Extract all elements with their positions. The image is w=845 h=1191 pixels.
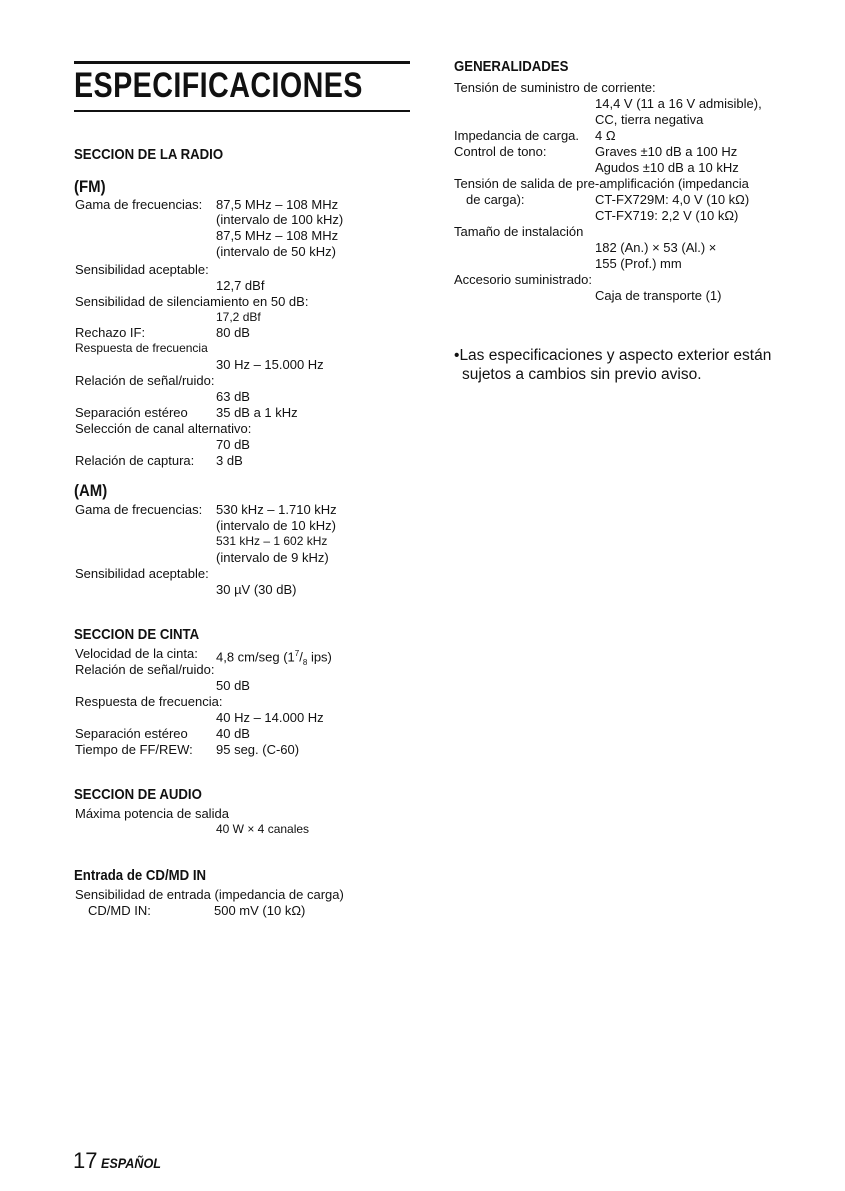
cdmd-input-value: 500 mV (10 kΩ) [214,903,306,918]
fm-quiet-value: 17,2 dBf [216,310,261,324]
notice-line-2: sujetos a cambios sin previo aviso. [462,366,702,383]
am-sens-label: Sensibilidad aceptable: [75,566,209,581]
general-preout-label-2: de carga): [466,192,525,207]
general-imp-value: 4 Ω [595,128,616,143]
am-freq-1-note: (intervalo de 10 kHz) [216,518,336,533]
radio-section-heading: SECCION DE LA RADIO [74,146,224,163]
fm-if-label: Rechazo IF: [75,325,146,340]
fm-alt-value: 70 dB [216,437,250,452]
am-freq-2-note: (intervalo de 9 kHz) [216,550,329,565]
fm-if-value: 80 dB [216,325,250,340]
am-freq-2: 531 kHz – 1 602 kHz [216,534,328,548]
page-number: 17 [73,1148,98,1173]
page-title: ESPECIFICACIONES [74,66,363,105]
tape-stereo-label: Separación estéreo [75,726,188,741]
fm-freq-2-note: (intervalo de 50 kHz) [216,244,336,259]
fm-resp-label: Respuesta de frecuencia [75,341,208,355]
general-tone-label: Control de tono: [454,144,547,159]
tape-snr-value: 50 dB [216,678,250,693]
tape-stereo-value: 40 dB [216,726,250,741]
am-heading: (AM) [74,481,108,500]
tape-ffrew-label: Tiempo de FF/REW: [75,742,193,757]
fm-stereo-label: Separación estéreo [75,405,188,420]
fm-alt-label: Selección de canal alternativo: [75,421,252,436]
general-supply-value-1: 14,4 V (11 a 16 V admisible), [595,96,762,111]
general-tone-bass: Graves ±10 dB a 100 Hz [595,144,738,159]
fm-sens-value: 12,7 dBf [216,278,265,293]
cdmd-sens-label: Sensibilidad de entrada (impedancia de carga) [75,887,344,902]
title-bottom-rule [74,110,410,112]
notice-bullet: • [454,347,460,364]
fm-stereo-value: 35 dB a 1 kHz [216,405,298,420]
tape-snr-label: Relación de señal/ruido: [75,662,215,677]
tape-speed-ips-den: 8 [302,657,308,667]
tape-speed-ips-num: 7 [294,649,300,658]
tape-speed-ips-unit: ips) [310,649,332,665]
notice-text-1: Las especificaciones y aspecto exterior están [459,347,772,364]
fm-freq-1-note: (intervalo de 100 kHz) [216,212,344,227]
tape-speed-metric: 4,8 cm/seg [216,649,280,665]
fm-freq-2: 87,5 MHz – 108 MHz [216,228,339,243]
general-preout-label-1: Tensión de salida de pre-amplificación (impedancia [454,176,749,191]
general-preout-2: CT-FX719: 2,2 V (10 kΩ) [595,208,739,223]
fm-freq-1: 87,5 MHz – 108 MHz [216,197,339,212]
general-tone-treble: Agudos ±10 dB a 10 kHz [595,160,739,175]
audio-power-label: Máxima potencia de salida [75,806,229,821]
general-preout-1: CT-FX729M: 4,0 V (10 kΩ) [595,192,750,207]
general-supply-value-2: CC, tierra negativa [595,112,704,127]
am-freq-label: Gama de frecuencias: [75,502,203,517]
tape-ffrew-value: 95 seg. (C-60) [216,742,300,757]
fm-resp-value: 30 Hz – 15.000 Hz [216,357,324,372]
fm-heading: (FM) [74,177,106,196]
general-imp-label: Impedancia de carga. [454,128,580,143]
fm-snr-label: Relación de señal/ruido: [75,373,215,388]
audio-section-heading: SECCION DE AUDIO [74,786,202,803]
general-size-value-2: 155 (Prof.) mm [595,256,682,271]
general-section-heading: GENERALIDADES [454,58,569,75]
tape-resp-label: Respuesta de frecuencia: [75,694,223,709]
general-size-label: Tamaño de instalación [454,224,584,239]
am-freq-1: 530 kHz – 1.710 kHz [216,502,337,517]
fm-freq-label: Gama de frecuencias: [75,197,203,212]
fm-sens-label: Sensibilidad aceptable: [75,262,209,277]
audio-power-value: 40 W × 4 canales [216,822,310,836]
cdmd-section-heading: Entrada de CD/MD IN [74,867,207,884]
tape-section-heading: SECCION DE CINTA [74,626,200,643]
tape-speed-ips-whole: (1 [283,649,295,665]
fm-capture-label: Relación de captura: [75,453,195,468]
cdmd-input-label: CD/MD IN: [88,903,151,918]
tape-resp-value: 40 Hz – 14.000 Hz [216,710,324,725]
title-top-rule [74,61,410,64]
page-language: ESPAÑOL [101,1155,161,1171]
fm-quiet-label: Sensibilidad de silenciamiento en 50 dB: [75,294,309,309]
tape-speed-value: 4,8 cm/seg ($1^7/_8$ ips) [216,649,332,667]
general-size-value-1: 182 (An.) × 53 (Al.) × [595,240,717,255]
general-acc-label: Accesorio suministrado: [454,272,592,287]
general-acc-value: Caja de transporte (1) [595,288,722,303]
tape-speed-label: Velocidad de la cinta: [75,646,198,661]
notice-line-1 [454,346,771,365]
am-sens-value: 30 µV (30 dB) [216,582,297,597]
fm-snr-value: 63 dB [216,389,250,404]
general-supply-label: Tensión de suministro de corriente: [454,80,656,95]
fm-capture-value: 3 dB [216,453,243,468]
